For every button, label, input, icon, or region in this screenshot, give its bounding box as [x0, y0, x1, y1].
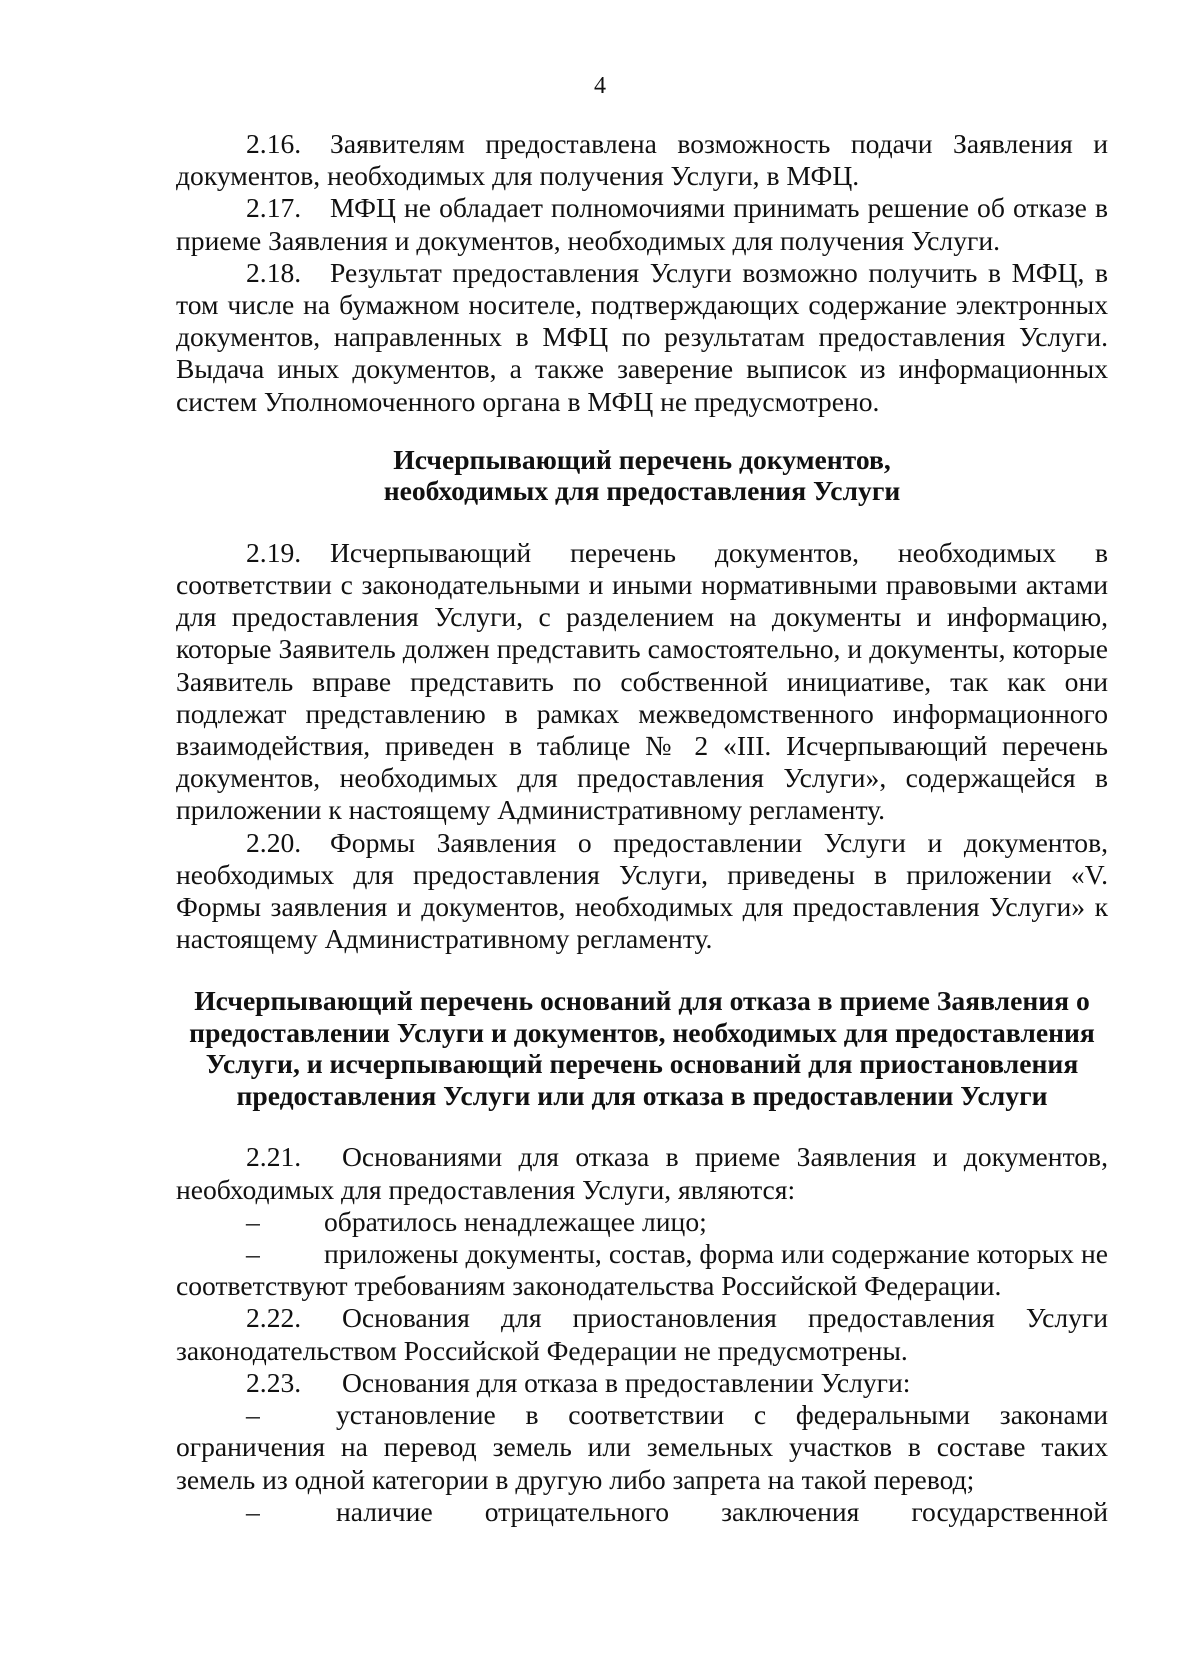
clause-number: 2.20. [246, 826, 302, 858]
clause-text: Формы Заявления о предоставлении Услуги и документов, необходимых для предоставления Услуги, приведены в приложении «V. Формы заявления и документов, необходимых для предоставления Услуги» к настоящему Административному регламенту. [176, 826, 1108, 955]
heading-line: Исчерпывающий перечень оснований для отказа в приеме Заявления о [194, 985, 1090, 1017]
page-number: 4 [594, 73, 606, 99]
list-item-text: обратилось ненадлежащее лицо; [324, 1205, 707, 1237]
clause-number: 2.19. [246, 536, 302, 568]
document-body [176, 128, 1108, 1528]
section-heading-refusal-grounds [176, 985, 1108, 1111]
dash-marker: – [246, 1495, 260, 1527]
dash-marker: – [246, 1205, 260, 1237]
clause-number: 2.16. [246, 128, 302, 159]
clause-text: Результат предоставления Услуги возможно получить в МФЦ, в том числе на бумажном носителе, подтверждающих содержание электронных документов, направленных в МФЦ по результатам предоставления Услуги. Выдача иных документов, а также заверение выписок из информационных систем Уполномоченного органа в МФЦ не предусмотрено. [176, 256, 1108, 417]
heading-line: необходимых для предоставления Услуги [383, 475, 901, 507]
paragraph-2-22 [176, 1302, 1108, 1366]
heading-line: Исчерпывающий перечень документов, [393, 443, 891, 475]
clause-number: 2.17. [246, 192, 302, 224]
heading-line: Услуги, и исчерпывающий перечень оснований для приостановления [205, 1048, 1079, 1080]
clause-text: Заявителям предоставлена возможность подачи Заявления и документов, необходимых для получения Услуги, в МФЦ. [176, 128, 1108, 192]
clause-text: Основания для отказа в предоставлении Услуги: [342, 1366, 911, 1398]
clause-text: Исчерпывающий перечень документов, необходимых в соответствии с законодательными и иными нормативными правовыми актами для предоставления Услуги, с разделением на документы и информацию, которые Заявитель должен представить самостоятельно, и документы, которые Заявитель вправе представить по собственной инициативе, так как они подлежат представлению в рамках межведомственного информационного взаимодействия, приведен в таблице № 2 «III. Исчерпывающий перечень документов, необходимых для предоставления Услуги», содержащейся в приложении к настоящему Административному регламенту. [176, 536, 1108, 826]
list-item-text: приложены документы, состав, форма или содержание которых не соответствуют требованиям законодательства Российской Федерации. [176, 1238, 1108, 1302]
list-item [176, 1399, 1108, 1496]
clause-number: 2.23. [246, 1366, 302, 1398]
paragraph-2-17 [176, 192, 1108, 256]
paragraph-2-20 [176, 827, 1108, 956]
clause-number: 2.18. [246, 256, 302, 288]
clause-text: Основания для приостановления предоставления Услуги законодательством Российской Федерации не предусмотрены. [176, 1302, 1108, 1366]
dash-marker: – [246, 1238, 260, 1270]
list-item [176, 1206, 1108, 1238]
paragraph-2-18 [176, 257, 1108, 418]
paragraph-2-23 [176, 1367, 1108, 1399]
clause-text: МФЦ не обладает полномочиями принимать решение об отказе в приеме Заявления и документов, необходимых для получения Услуги. [176, 192, 1108, 256]
list-item [176, 1496, 1108, 1528]
clause-number: 2.22. [246, 1302, 302, 1334]
list-item [176, 1238, 1108, 1302]
clause-text: Основаниями для отказа в приеме Заявления и документов, необходимых для предоставления Услуги, являются: [176, 1141, 1108, 1205]
paragraph-2-19 [176, 537, 1108, 827]
dash-marker: – [246, 1399, 260, 1431]
section-heading-documents [176, 444, 1108, 507]
heading-line: предоставления Услуги или для отказа в предоставлении Услуги [236, 1079, 1048, 1111]
paragraph-2-21 [176, 1141, 1108, 1205]
clause-number: 2.21. [246, 1141, 302, 1173]
paragraph-2-16 [176, 128, 1108, 192]
list-item-text: установление в соответствии с федеральными законами ограничения на перевод земель или земельных участков в составе таких земель из одной категории в другую либо запрета на такой перевод; [176, 1399, 1108, 1495]
list-item-text: наличие отрицательного заключения государственной [336, 1495, 1108, 1527]
heading-line: предоставлении Услуги и документов, необходимых для предоставления [189, 1016, 1095, 1048]
